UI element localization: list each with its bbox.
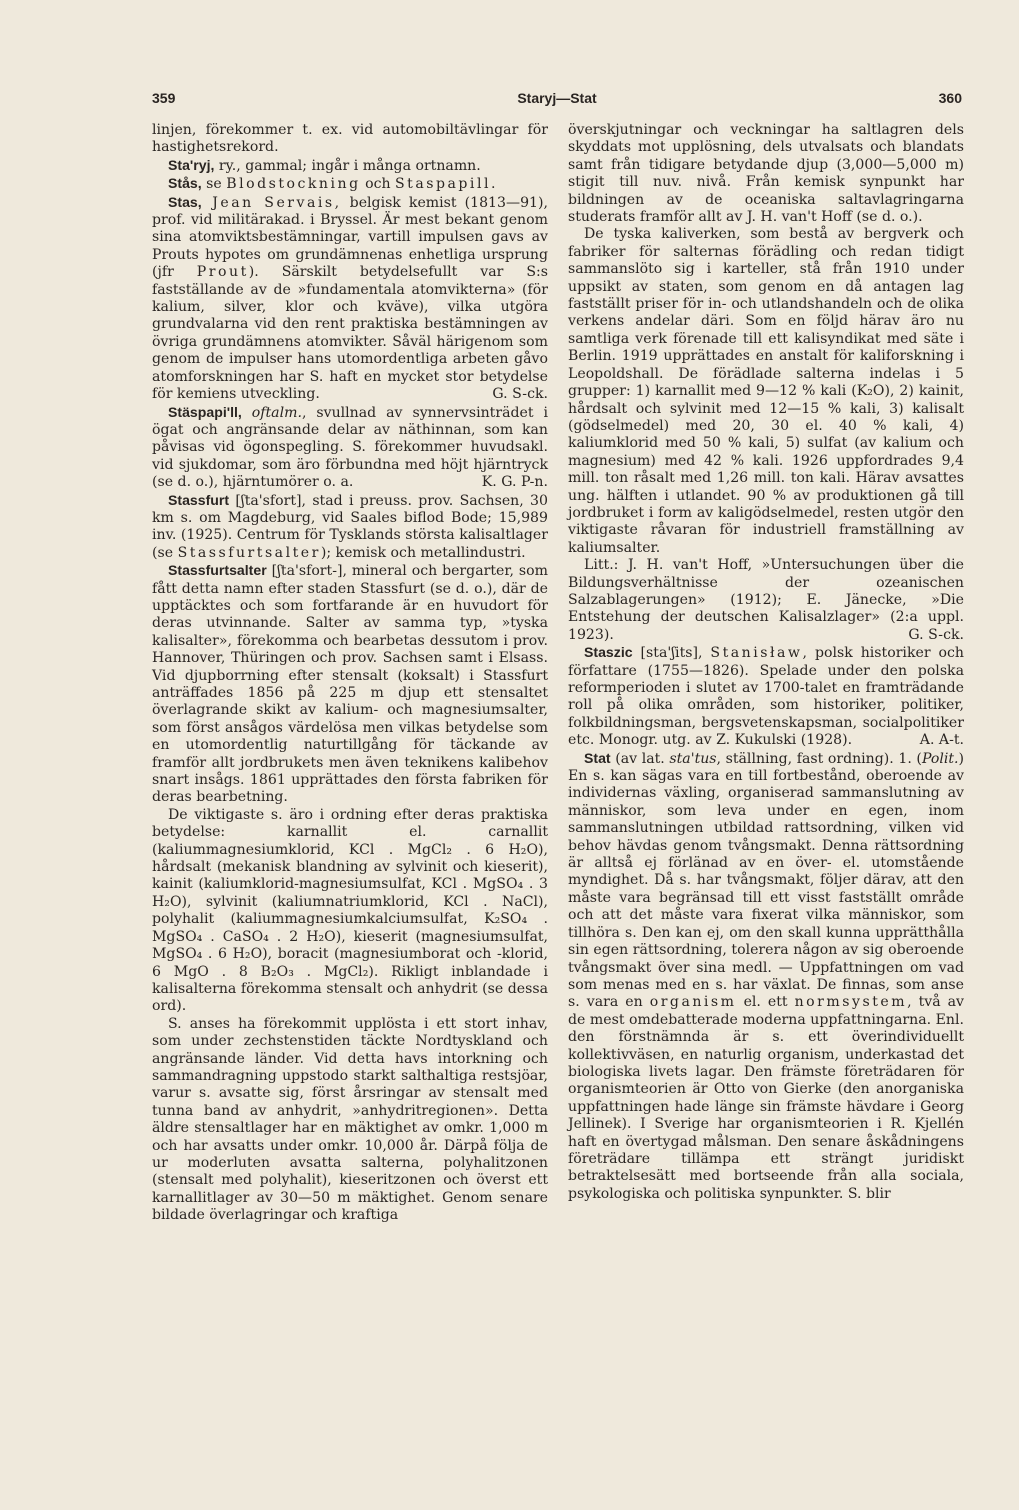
literature: Litt.: J. H. van't Hoff, »Untersuchungen über die Bildungsverhältnisse der ozeanischen Salzablagerungen» (1912); E. Jänecke, »Die Entstehung der deutschen Kalisalzlager» (2:a uppl. 1923). G. S-ck. bbox=[568, 557, 964, 643]
entry-stassfurtsalter: Stassfurtsalter [ʃta'sfort-], mineral och bergarter, som fått detta namn efter staden Stassfurt (se d. o.), där de upptäcktes och som fortfarande är en huvudort för deras utvinnande. Salter av samma typ, »tyska kalisalter», förekomma och bearbetas dessutom i prov. Hannover, Thüringen och prov. Sachsen samt i Elsass. Vid djupborrning efter stensalt (koksalt) i Stassfurt anträffades 1856 på 225 m djup ett stensaltet överlagrande skikt av kalium- och magnesiumsalter, som först ansågos värdelösa men vilkas betydelse som en utomordentlig naturtillgång för täckande av framför allt jordbrukets men även teknikens kalibehov snart insågs. 1861 upprättades den första fabriken för deras bearbetning. bbox=[152, 562, 548, 806]
headword: Stås, bbox=[168, 175, 202, 192]
signature: K. G. P-n. bbox=[481, 474, 548, 491]
entry-stas-1: Stås, se Blodstockning och Staspapill. bbox=[168, 175, 496, 193]
headword: Stäspapi'll, bbox=[168, 403, 242, 420]
paragraph: De viktigaste s. äro i ordning efter deras praktiska betydelse: karnallit el. carnallit (kaliummagnesiumklorid, KCl . MgCl₂ . 6 H₂O), hårdsalt (mekanisk blandning av sylvinit och kieserit), kainit (kaliumklorid-magnesiumsulfat, KCl . MgSO₄ . 3 H₂O), sylvinit (kaliumnatriumklorid, KCl . NaCl), polyhalit (kaliummagnesiumkalciumsulfat, K₂SO₄ . MgSO₄ . CaSO₄ . 2 H₂O), kieserit (magnesiumsulfat, MgSO₄ . 6 H₂O), boracit (magnesiumborat och -klorid, 6 MgO . 8 B₂O₃ . MgCl₂). Rikligt inblandade i kalisalterna förekomma stensalt och anhydrit (se dessa ord). bbox=[152, 806, 548, 1015]
header-title: Staryj—Stat bbox=[517, 90, 597, 106]
headword: Stassfurtsalter bbox=[168, 562, 267, 579]
headword: Stassfurt bbox=[168, 491, 230, 508]
entry-staspapill: Stäspapi'll, oftalm., svullnad av synnervsinträdet i ögat och angränsande delar av näthinnan, som kan påvisas vid ögonspegling. S. förekommer huvudsakl. vid sjukdomar, som äro förbundna med höjt hjärntryck (se d. o.), hjärntumörer o. a. K. G. P-n. bbox=[152, 403, 548, 491]
left-column bbox=[152, 122, 548, 1225]
page-number-right: 360 bbox=[938, 90, 962, 106]
running-header bbox=[152, 90, 962, 110]
right-column bbox=[568, 122, 964, 1203]
signature: G. S-ck. bbox=[908, 626, 964, 643]
headword: Stas, bbox=[168, 193, 202, 210]
signature: A. A-t. bbox=[919, 732, 964, 749]
headword: Sta'ryj, bbox=[168, 156, 215, 173]
entry-staszic: Staszic [sta'ʃits], Stanisław, polsk historiker och författare (1755—1826). Spelade under den polska reformperioden i slutet av 1700-talet en framträdande roll på olika områden, som historiker, politiker, folkbildningsman, bergsvetenskapsman, socialpolitiker etc. Monogr. utg. av Z. Kukulski (1928). A. A-t. bbox=[568, 644, 964, 749]
headword: Staszic bbox=[584, 644, 633, 661]
paragraph: De tyska kaliverken, som bestå av bergverk och fabriker för salternas förädling och redan tidigt sammanslöto sig i karteller, stå från 1910 under uppsikt av staten, som genom en då antagen lag fastställt priser för in- och utlandshandeln och de olika verkens andelar däri. Som en följd härav äro nu samtliga verk förenade till ett kalisyndikat med säte i Berlin. 1919 upprättades en anstalt för kaliforskning i Leopoldshall. De förädlade salterna indelas i 5 grupper: 1) karnallit med 9—12 % kali (K₂O), 2) kainit, hårdsalt och sylvinit med 12—15 % kali, 3) kalisalt (gödselmedel) med 20, 30 el. 40 % kali, 4) kaliumklorid med 50 % kali, 5) sulfat (av kalium och magnesium) med 42 % kali. 1926 uppfordrades 9,4 mill. ton råsalt med 1,26 mill. ton kali. Härav avsattes ung. hälften i utlandet. 90 % av produktionen gå till jordbruket i form av kaligödselmedel, resten utgör den viktigaste råvaran för industriell framställning av kaliumsalter. bbox=[568, 226, 964, 556]
paragraph: överskjutningar och veckningar ha saltlagren dels skyddats mot upplösning, dels utvalsats och blandats samt från tidigare betydande djup (3,000—5,000 m) stigit till nuv. nivå. Från kemisk synpunkt har bildningen av de oceaniska saltavlagringarna studerats framför allt av J. H. van't Hoff (se d. o.). bbox=[568, 122, 964, 226]
entry-stassfurt: Stassfurt [ʃta'sfort], stad i preuss. prov. Sachsen, 30 km s. om Magdeburg, vid Saales biflod Bode; 15,989 inv. (1925). Centrum för Tysklands största kalisaltlager (se Stassfurtsalter); kemisk och metallindustri. bbox=[152, 491, 548, 561]
page-number-left: 359 bbox=[152, 90, 176, 106]
signature: G. S-ck. bbox=[492, 386, 548, 403]
entry-staryj: Sta'ryj, ry., gammal; ingår i många ortnamn. bbox=[168, 156, 481, 174]
paragraph: S. anses ha förekommit upplösta i ett stort inhav, som under zechstenstiden täckte Nordtyskland och angränsande länder. Vid detta havs intorkning och sammandragning uppstodo starkt salthaltiga restsjöar, varur s. avsatte sig, först årsringar av stensalt med tunna band av anhydrit, »anhydritregionen». Detta äldre stensaltlager har en mäktighet av omkr. 1,000 m och har avsatts under omkr. 10,000 år. Därpå följa de ur moderluten avsatta salterna, polyhalitzonen (stensalt med polyhalit), kieseritzonen och överst ett karnallitlager av 30—50 m mäktighet. Genom senare bildade överlagringar och kraftiga bbox=[152, 1015, 548, 1224]
paragraph: linjen, förekommer t. ex. vid automobiltävlingar för hastighetsrekord. bbox=[152, 122, 548, 156]
entry-stas-2: Stas, Jean Servais, belgisk kemist (1813—91), prof. vid militärakad. i Bryssel. Är mest bekant genom sina atomviktsbestämningar, vartill impulsen gavs av Prouts hypotes om grundämnenas enhetliga ursprung (jfr Prout). Särskilt betydelsefullt var S:s fastställande av de »fundamentala atomvikterna» (för kalium, silver, klor och kväve), vilka utgöra grundvalarna vid den rent praktiska bestämningen av övriga grundämnens atomvikter. Såväl härigenom som genom de impulser hans utomordentliga arbeten gåvo atomforskningen har S. haft en mycket stor betydelse för kemiens utveckling. G. S-ck. bbox=[152, 193, 548, 403]
entry-stat: Stat (av lat. sta'tus, ställning, fast ordning). 1. (Polit.) En s. kan sägas vara en till fortbestånd, oberoende av individernas växling, organiserad sammanslutning av människor, som leva under en egen, inom sammanslutningen utbildad rattsordning, vilken vid behov hävdas genom tvångsmakt. Denna rättsordning är alltså ej förlänad av en över- el. utomstående myndighet. Då s. har tvångsmakt, följer därav, att den måste vara begränsad till ett visst fastställt område och att det måste vara fixerat vilka människor, som tillhöra s. Den kan ej, om den skall kunna upprätthålla sin egen rättsordning, tolerera någon av sig oberoende tvångsmakt över sina medl. — Uppfattningen om vad som menas med en s. har växlat. De finnas, som anse s. vara en organism el. ett normsystem, två av de mest omdebatterade moderna uppfattningarna. Enl. den förstnämnda är s. ett överindividuellt kollektivväsen, en naturlig organism, underkastad det biologiska livets lagar. Den främste företrädaren för organismteorien är Otto von Gierke (den anorganiska uppfattningen hade länge sin främste hävdare i Georg Jellinek). I Sverige har organismteorien i R. Kjellén haft en övertygad målsman. Den senare åskådningens företrädare tillämpa ett strängt juridiskt betraktelsesätt med bortseende från alla sociala, psykologiska och politiska synpunkter. S. blir bbox=[568, 749, 964, 1202]
headword: Stat bbox=[584, 749, 611, 766]
